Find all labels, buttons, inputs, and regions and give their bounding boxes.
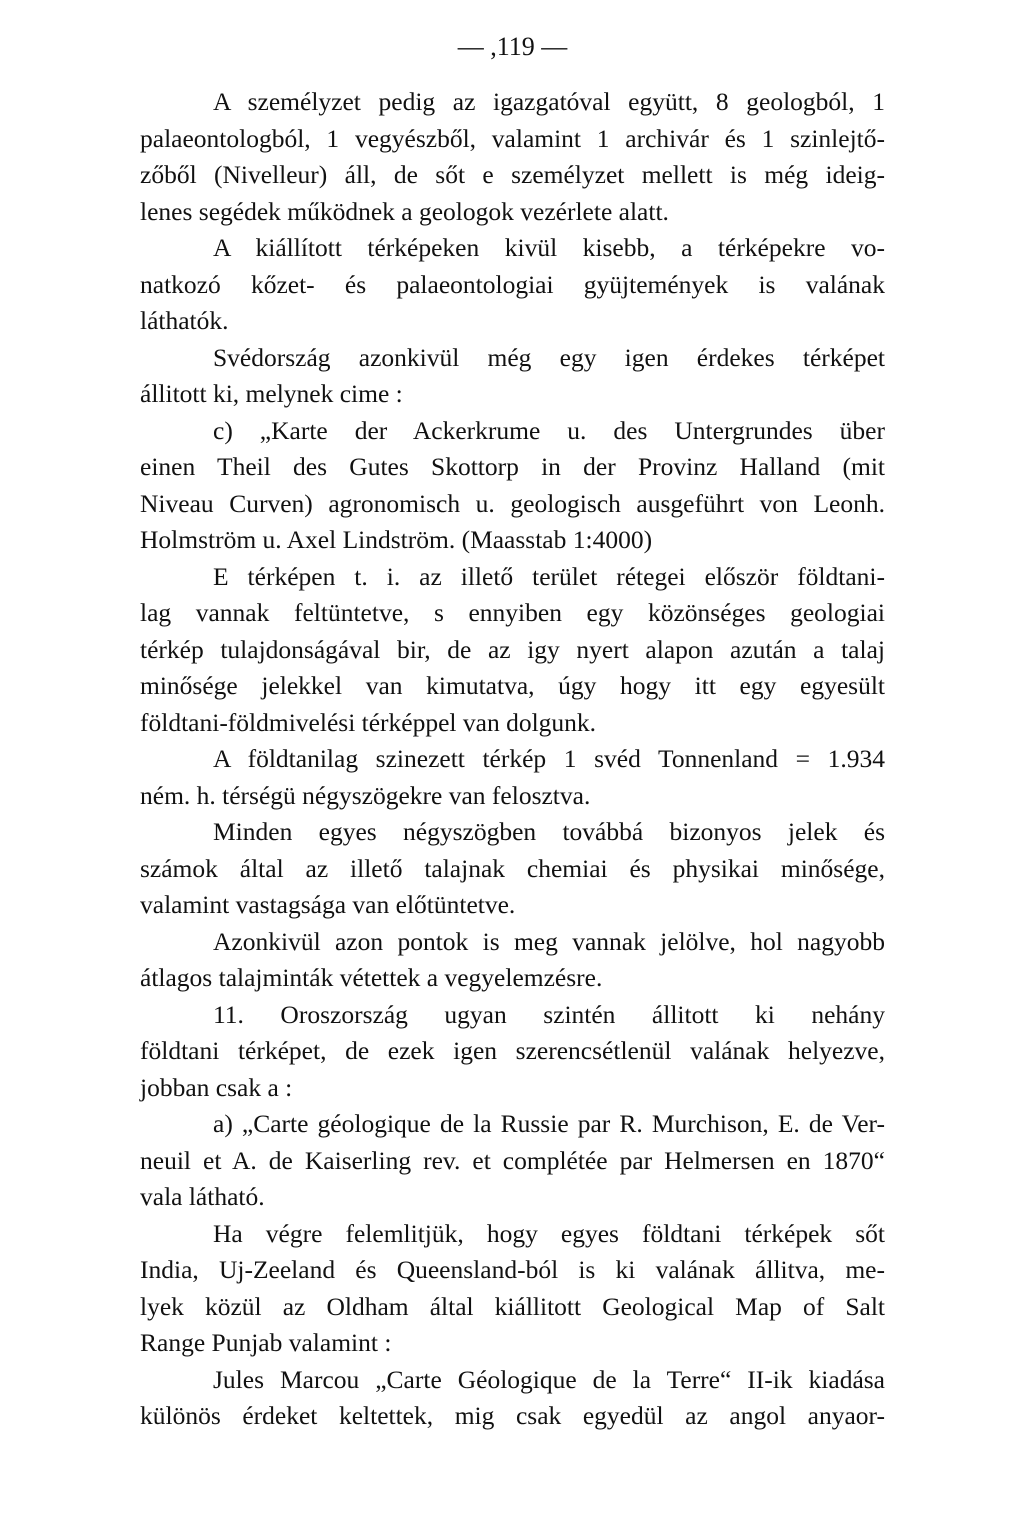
text-line: natkozó kőzet- és palaeontologiai gyüjtemények is valának [140, 269, 885, 299]
paragraph [140, 924, 885, 997]
text-line: lyek közül az Oldham által kiállitott Geological Map of Salt [140, 1291, 885, 1321]
text-line: einen Theil des Gutes Skottorp in der Provinz Halland (mit [140, 452, 885, 481]
text-line: állitott ki, melynek cime : [140, 379, 403, 408]
text-line: Jules Marcou „Carte Géologique de la Terre“ II-ik kiadása [213, 1364, 885, 1394]
paragraph [140, 84, 885, 230]
text-line: jobban csak a : [140, 1072, 293, 1102]
paragraph [140, 1106, 885, 1216]
text-line: Holmström u. Axel Lindström. (Maasstab 1:4000) [140, 525, 653, 554]
text-line: E térképen t. i. az illető terület rétegei először földtani- [213, 561, 885, 591]
text-line: Range Punjab valamint : [140, 1328, 392, 1357]
text-line: vala látható. [140, 1182, 265, 1211]
text-line: földtani térképet, de ezek igen szerencsétlenül valának helyezve, [140, 1036, 885, 1065]
text-line: lag vannak feltüntetve, s ennyiben egy közönséges geologiai [140, 598, 885, 627]
text-line: Azonkivül azon pontok is meg vannak jelölve, hol nagyobb [213, 926, 885, 956]
text-line: Niveau Curven) agronomisch u. geologisch ausgeführt von Leonh. [140, 488, 885, 518]
paragraph [140, 230, 885, 340]
text-line: India, Uj-Zeeland és Queensland-ból is ki valának állitva, me- [140, 1255, 885, 1284]
text-line: földtani-földmivelési térképpel van dolgunk. [140, 707, 597, 737]
text-line: térkép tulajdonságával bir, de az igy nyert alapon azután a talaj [140, 634, 885, 664]
text-line: A kiállított térképeken kivül kisebb, a térképekre vo- [213, 233, 885, 262]
paragraph [140, 1362, 885, 1435]
paragraph [140, 741, 885, 814]
text-line: ném. h. térségü négyszögekre van felosztva. [140, 780, 591, 810]
text-line: A személyzet pedig az igazgatóval együtt, 8 geologból, 1 [213, 87, 885, 116]
text-line: a) „Carte géologique de la Russie par R. Murchison, E. de Ver- [213, 1109, 885, 1138]
text-line: különös érdeket keltettek, mig csak egyedül az angol anyaor- [140, 1401, 885, 1430]
text-line: zőből (Nivelleur) áll, de sőt e személyzet mellett is még ideig- [140, 160, 885, 189]
text-line: c) „Karte der Ackerkrume u. des Untergrundes über [213, 415, 885, 445]
text-line: lenes segédek működnek a geologok vezérlete alatt. [140, 196, 669, 226]
paragraph [140, 997, 885, 1107]
text-line: 11. Oroszország ugyan szintén állitott ki nehány [213, 999, 885, 1029]
text-line: láthatók. [140, 306, 229, 335]
paragraph [140, 413, 885, 559]
book-page [140, 30, 885, 1435]
paragraph [140, 1216, 885, 1362]
text-line: neuil et A. de Kaiserling rev. et complétée par Helmersen en 1870“ [140, 1145, 885, 1175]
body-text [140, 84, 885, 1435]
paragraph [140, 559, 885, 742]
paragraph [140, 340, 885, 413]
text-line: átlagos talajminták vétettek a vegyelemzésre. [140, 963, 603, 992]
text-line: Ha végre felemlitjük, hogy egyes földtani térképek sőt [213, 1218, 885, 1248]
text-line: minősége jelekkel van kimutatva, úgy hogy itt egy egyesült [140, 671, 885, 700]
text-line: palaeontologból, 1 vegyészből, valamint 1 archivár és 1 szinlejtő- [140, 123, 885, 153]
text-line: Minden egyes négyszögben továbbá bizonyos jelek és [213, 817, 885, 846]
page-number: — ,119 — [457, 32, 568, 61]
text-line: A földtanilag szinezett térkép 1 svéd Tonnenland = 1.934 [213, 744, 885, 773]
text-line: számok által az illető talajnak chemiai és physikai minősége, [140, 853, 885, 883]
text-line: Svédország azonkivül még egy igen érdekes térképet [213, 342, 885, 372]
text-line: valamint vastagsága van előtüntetve. [140, 890, 516, 919]
paragraph [140, 814, 885, 924]
